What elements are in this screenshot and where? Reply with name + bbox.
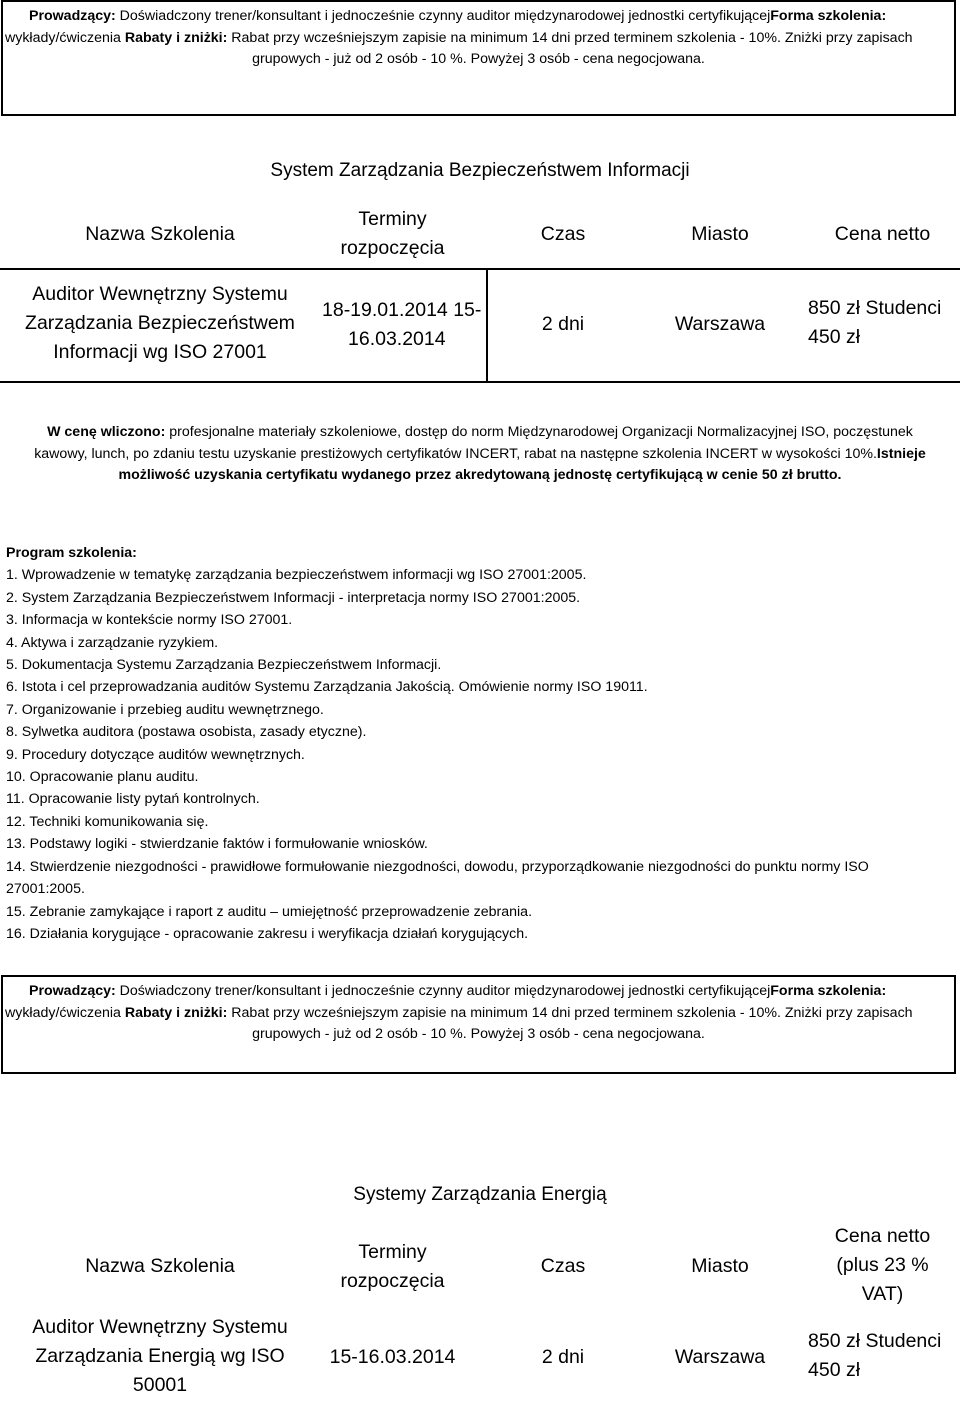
program-item: 2. System Zarządzania Bezpieczeństwem Informacji - interpretacja normy ISO 27001:2005. (6, 589, 581, 606)
s1-time: 2 dni (541, 313, 585, 335)
s2-name-line-2: Zarządzania Energią wg ISO (35, 1345, 285, 1367)
program-item: 15. Zebranie zamykające i raport z auditu – umiejętność przeprowadzenie zebrania. (6, 903, 533, 920)
s1-name-line-2: Zarządzania Bezpieczeństwem (25, 312, 295, 334)
s1-header-terms-2: rozpoczęcia (340, 237, 445, 259)
section1-title: System Zarządzania Bezpieczeństwem Informacji (270, 160, 690, 181)
s2-name-line-1: Auditor Wewnętrzny Systemu (32, 1316, 288, 1338)
s1-name-line-1: Auditor Wewnętrzny Systemu (32, 283, 288, 305)
info-box-bottom (1, 975, 956, 1074)
s1-training-name (0, 280, 320, 367)
s2-header-terms-1: Terminy (358, 1241, 427, 1263)
s2-dates: 15-16.03.2014 (329, 1346, 456, 1368)
program-item: 3. Informacja w kontekście normy ISO 27001. (6, 612, 293, 629)
program-item: 13. Podstawy logiki - stwierdzanie faktów i formułowanie wniosków. (6, 836, 428, 853)
s1-header-price: Cena netto (834, 223, 931, 245)
program-item: 1. Wprowadzenie w tematykę zarządzania bezpieczeństwem informacji wg ISO 27001:2005. (6, 567, 587, 584)
s1-dates (322, 296, 486, 354)
s1-header-terms (300, 205, 485, 263)
s1-header-divider (0, 268, 960, 270)
s2-city: Warszawa (674, 1346, 766, 1368)
program-item: 11. Opracowanie listy pytań kontrolnych. (6, 791, 260, 808)
program-item: 4. Aktywa i zarządzanie ryzykiem. (6, 634, 219, 651)
s1-included-label: W cenę wliczono: (47, 424, 166, 440)
discount-label: Rabaty i zniżki: (124, 1004, 228, 1021)
s2-name-line-3: 50001 (132, 1374, 188, 1396)
s2-header-price-3: VAT) (861, 1283, 904, 1305)
s2-header-terms (300, 1238, 485, 1296)
s1-included-line-1 (0, 422, 960, 444)
s2-header-price-2: (plus 23 % (836, 1254, 929, 1276)
program-item: 6. Istota i cel przeprowadzania auditów Systemu Zarządzania Jakością. Omówienie normy ISO 19011. (6, 679, 648, 696)
s2-time: 2 dni (541, 1346, 585, 1368)
s1-header-name: Nazwa Szkolenia (85, 223, 235, 245)
s2-header-name: Nazwa Szkolenia (85, 1255, 235, 1277)
lead-label: Prowadzący: (29, 8, 116, 24)
info-line-1 (5, 6, 952, 28)
s1-included-bold-3: możliwość uzyskania certyfikatu wydanego przez akredytowaną jednostę certyfikującą w cenie 50 zł brutto. (118, 467, 842, 483)
s1-program (6, 542, 951, 945)
s1-included-line-3 (0, 465, 960, 487)
program-item: 8. Sylwetka auditora (postawa osobista, zasady etyczne). (6, 724, 367, 741)
info-box-top (1, 0, 956, 116)
program-item: 16. Działania korygujące - opracowanie zakresu i weryfikacja działań korygujących. (6, 925, 529, 942)
s1-included-bold-2: Istnieje (876, 445, 926, 462)
program-item: 7. Organizowanie i przebieg auditu wewnętrznego. (6, 701, 324, 718)
info-line-3: grupowych - już od 2 osób - 10 %. Powyżej 3 osób - cena negocjowana. (252, 51, 705, 67)
program-item: 5. Dokumentacja Systemu Zarządzania Bezpieczeństwem Informacji. (6, 657, 442, 674)
s2-price (808, 1327, 958, 1385)
program-item: 10. Opracowanie planu auditu. (6, 769, 199, 786)
s1-price-line-2: 450 zł (808, 326, 861, 348)
s2-training-name (0, 1313, 320, 1400)
s1-dates-line-1: 18-19.01.2014 15- (322, 299, 482, 321)
s1-included-note (0, 422, 960, 487)
s1-header-time: Czas (540, 223, 586, 245)
lead-label: Prowadzący: (29, 983, 116, 999)
info2-line-1 (5, 981, 952, 1003)
s1-header-terms-1: Terminy (358, 208, 427, 230)
s1-program-label: Program szkolenia: (6, 545, 137, 561)
s2-header-price (805, 1222, 960, 1309)
s1-bottom-divider (0, 381, 960, 383)
s2-price-line-2: 450 zł (808, 1359, 861, 1381)
program-item: 12. Techniki komunikowania się. (6, 813, 209, 830)
s1-price (808, 294, 958, 352)
info2-line-3: grupowych - już od 2 osób - 10 %. Powyżej 3 osób - cena negocjowana. (252, 1026, 705, 1042)
s1-included-text-1: profesjonalne materiały szkoleniowe, dostęp do norm Międzynarodowej Organizacji Normalizacyjnej ISO, poczęstunek (165, 424, 913, 440)
s1-included-text-2: kawowy, lunch, po zdaniu testu uzyskanie prestiżowych certyfikatów INCERT, rabat na następne szkolenia INCERT w wysokości 10%. (34, 445, 877, 462)
info-line-2 (5, 28, 952, 50)
lead-text: Doświadczony trener/konsultant i jednocześnie czynny auditor międzynarodowej jednostki certyfikującej (115, 8, 771, 24)
s2-header-time: Czas (540, 1255, 586, 1277)
form-label: Forma szkolenia: (770, 983, 887, 999)
s2-header-price-1: Cena netto (834, 1225, 931, 1247)
s2-header-city: Miasto (691, 1255, 749, 1277)
form-text: wykłady/ćwiczenia (5, 1004, 125, 1021)
info2-line-2 (5, 1003, 952, 1025)
s1-header-city: Miasto (691, 223, 749, 245)
program-item: 9. Procedury dotyczące auditów wewnętrznych. (6, 746, 305, 763)
program-item: 14. Stwierdzenie niezgodności - prawidłowe formułowanie niezgodności, dowodu, przyporządkowanie niezgodności do punktu normy ISO 27001:2005. (6, 858, 869, 898)
s2-price-line-1: 850 zł Studenci (808, 1330, 942, 1352)
s2-header-terms-2: rozpoczęcia (340, 1270, 445, 1292)
discount-text: Rabat przy wcześniejszym zapisie na minimum 14 dni przed terminem szkolenia - 10%. Zniżki przy zapisach (227, 1004, 913, 1021)
discount-text: Rabat przy wcześniejszym zapisie na minimum 14 dni przed terminem szkolenia - 10%. Zniżki przy zapisach (227, 29, 913, 46)
lead-text: Doświadczony trener/konsultant i jednocześnie czynny auditor międzynarodowej jednostki certyfikującej (115, 983, 771, 999)
section2-title: Systemy Zarządzania Energią (353, 1184, 607, 1205)
s1-name-line-3: Informacji wg ISO 27001 (53, 341, 267, 363)
form-label: Forma szkolenia: (770, 8, 887, 24)
discount-label: Rabaty i zniżki: (124, 29, 228, 46)
s1-dates-line-2: 16.03.2014 (348, 328, 446, 350)
s1-city: Warszawa (674, 313, 766, 335)
form-text: wykłady/ćwiczenia (5, 29, 125, 46)
s1-price-line-1: 850 zł Studenci (808, 297, 942, 319)
s1-included-line-2 (0, 444, 960, 466)
